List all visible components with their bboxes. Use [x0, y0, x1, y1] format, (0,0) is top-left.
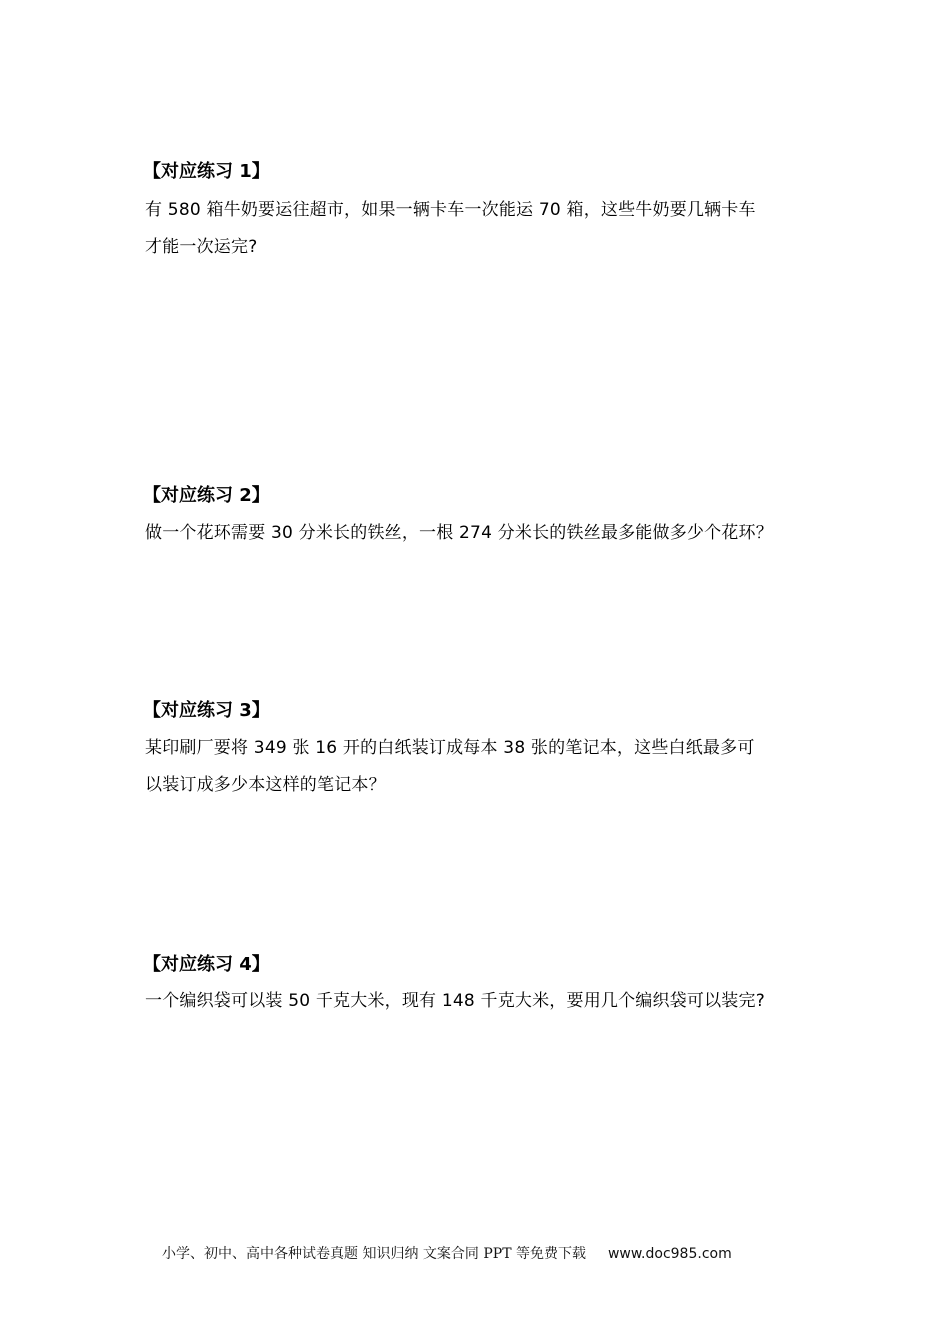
exercise-3-title: 【对应练习 3】 [143, 700, 270, 721]
exercise-1-line-1: 有 580 箱牛奶要运往超市，如果一辆卡车一次能运 70 箱，这些牛奶要几辆卡车 [145, 200, 756, 220]
exercise-2-title: 【对应练习 2】 [143, 485, 270, 506]
exercise-2-line-1: 做一个花环需要 30 分米长的铁丝，一根 274 分米长的铁丝最多能做多少个花环？ [145, 523, 773, 543]
exercise-1-title: 【对应练习 1】 [143, 161, 270, 182]
exercise-1-line-2: 才能一次运完? [145, 237, 258, 257]
footer-text: 小学、初中、高中各种试卷真题 知识归纳 文案合同 PPT 等免费下载 [162, 1246, 586, 1262]
exercise-4-line-1: 一个编织袋可以装 50 千克大米，现有 148 千克大米，要用几个编织袋可以装完? [145, 991, 765, 1011]
footer-site-link[interactable]: www.doc985.com [607, 1246, 732, 1262]
exercise-3-line-2: 以装订成多少本这样的笔记本？ [145, 775, 386, 795]
exercise-3-line-1: 某印刷厂要将 349 张 16 开的白纸装订成每本 38 张的笔记本，这些白纸最多可 [145, 738, 755, 758]
exercise-4-title: 【对应练习 4】 [143, 954, 270, 975]
page-footer [162, 1244, 732, 1264]
